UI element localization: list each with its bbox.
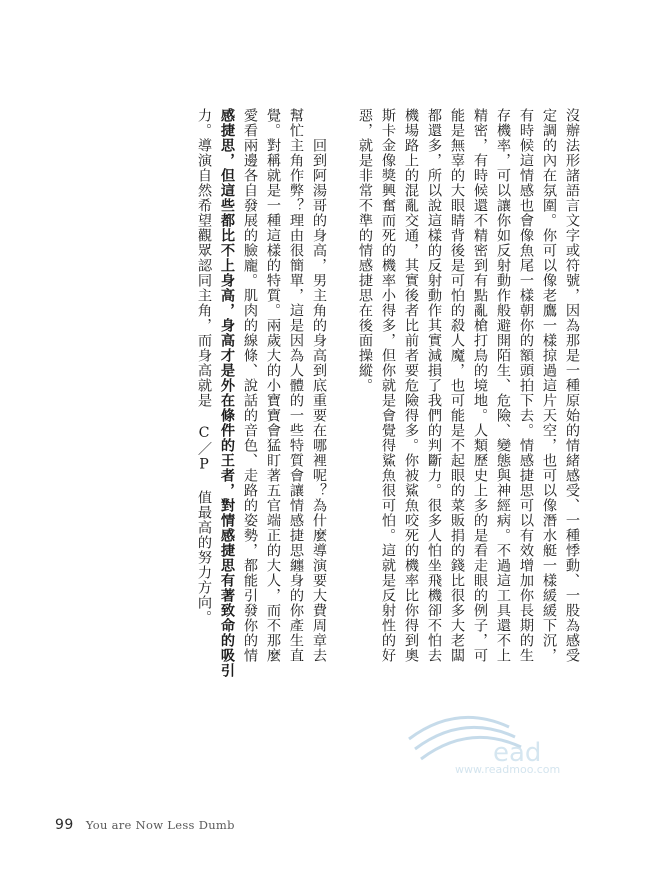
text-column: 精密，有時候還不精密到有點亂槍打鳥的境地。人類歷史上多的是看走眼的例子，可 [472, 108, 488, 663]
vertical-body-text [62, 108, 583, 763]
running-title: You are Now Less Dumb [85, 818, 235, 832]
page-footer [55, 817, 235, 833]
text-column: 惡，就是非常不準的情感捷思在後面操縱。 [357, 108, 373, 393]
page-number: 99 [55, 817, 74, 833]
text-column: 定調的內在氛圍。你可以像老鷹一樣掠過這片天空，也可以像潛水艇一樣緩緩下沉， [541, 108, 557, 663]
text-column: 斯卡金像獎興奮而死的機率小得多，但你就是會覺得鯊魚很可怕。這就是反射性的好 [380, 108, 396, 663]
text-column: 機場路上的混亂交通，其實後者比前者要危險得多。你被鯊魚咬死的機率比你得到奧 [403, 108, 419, 663]
svg-text:ead: ead [493, 738, 542, 768]
text-column: 力。導演自然希望觀眾認同主角，而身高就是 C／P 值最高的努力方向。 [196, 108, 212, 626]
text-column: 都還多，所以說這樣的反射動作其實減損了我們的判斷力。很多人怕坐飛機卻不怕去 [426, 108, 442, 663]
svg-text:www.readmoo.com: www.readmoo.com [455, 763, 561, 776]
text-column: 存機率，可以讓你如反射動作般避開陌生、危險、變態與神經病。不過這工具還不上 [495, 108, 511, 663]
text-column: 幫忙主角作弊？理由很簡單，這是因為人體的一些特質會讓情感捷思纏身的你產生直 [288, 108, 304, 663]
text-column: 愛看兩邊各自發展的臉龐。肌肉的線條、說話的音色、走路的姿勢，都能引發你的情 [242, 108, 258, 663]
text-column: 回到阿湯哥的身高，男主角的身高到底重要在哪裡呢？為什麼導演要大費周章去 [311, 108, 327, 663]
text-column: 覺。對稱就是一種這樣的特質。兩歲大的小寶寶會猛盯著五官端正的大人，而不那麼 [265, 108, 281, 663]
text-column: 能是無辜的大眼睛背後是可怕的殺人魔，也可能是不起眼的菜販捐的錢比很多大老闆 [449, 108, 465, 663]
text-column: 有時候這情感也會像魚尾一樣朝你的額頭拍下去。情感捷思可以有效增加你長期的生 [518, 108, 534, 663]
text-column: 沒辦法形諸語言文字或符號，因為那是一種原始的情緒感受、一種悸動、一股為感受 [564, 108, 580, 663]
text-column-emphasis: 感捷思，但這些都比不上身高，身高才是外在條件的王者，對情感捷思有著致命的吸引 [219, 108, 235, 678]
text-column [330, 108, 353, 763]
